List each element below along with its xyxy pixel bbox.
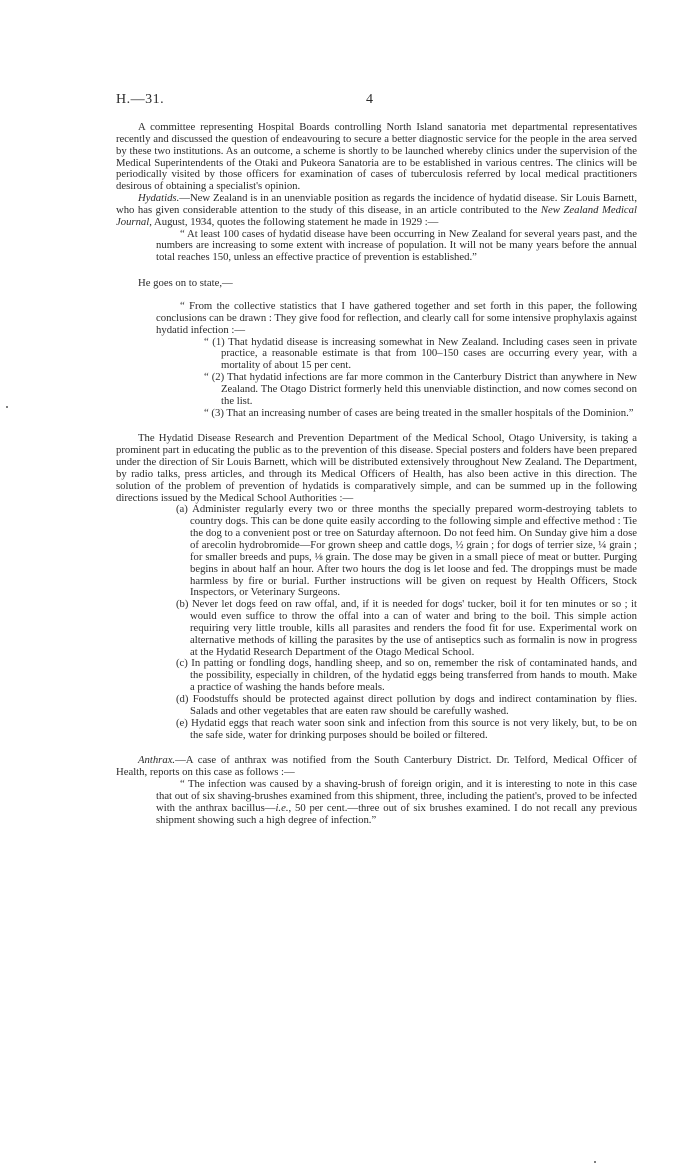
anthrax-heading: Anthrax.	[138, 754, 176, 767]
paragraph-hydatids: Hydatids.—New Zealand is in an unenviable position as regards the incidence of hydatid disease. Sir Louis Barnett, who has given considerable attention to the study of this disease, in an article contributed to the New Zealand Medical Journal, August, 1934, quotes the following statement he made in 1929 :—	[116, 192, 637, 228]
direction-marker: (a)	[176, 503, 188, 516]
paragraph-anthrax: Anthrax.—A case of anthrax was notified from the South Canterbury District. Dr. Telford, Medical Officer of Health, reports on this case as follows :—	[116, 754, 637, 779]
direction-marker: (e)	[176, 716, 188, 729]
direction-item: (c) In patting or fondling dogs, handling sheep, and so on, remember the risk of contaminated hands, and the possibility, especially in children, of the hydatid eggs being transferred from hands to mouth. Make a practice of washing the hands before meals.	[176, 657, 638, 694]
direction-marker: (d)	[176, 692, 189, 705]
page-body	[116, 122, 637, 826]
direction-item: (d) Foodstuffs should be protected against direct pollution by dogs and indirect contamination by flies. Salads and other vegetables that are eaten raw should be carefully washed.	[176, 692, 638, 717]
conclusions-list	[116, 337, 637, 420]
journal-title: New Zealand Medical Journal	[116, 203, 637, 228]
direction-marker: (b)	[176, 598, 189, 611]
conclusion-item: “ (2) That hydatid infections are far more common in the Canterbury District than anywhere in New Zealand. The Otago District formerly held this unenviable distinction, and now comes second on the list.	[204, 371, 637, 407]
conclusion-item: “ (1) That hydatid disease is increasing somewhat in New Zealand. Including cases seen in private practice, a reasonable estimate is that from 100–150 cases are occurring every year, with a mortality of about 15 per cent.	[204, 335, 637, 372]
direction-marker: (c)	[176, 657, 188, 670]
direction-item: (e) Hydatid eggs that reach water soon sink and infection from this source is not very likely, but, to be on the safe side, water for drinking purposes should be boiled or filtered.	[176, 716, 637, 741]
quote-1929-statement: “ At least 100 cases of hydatid disease have been occurring in New Zealand for several years past, and the numbers are increasing to some extent with increase of population. It will not be many years before the annual total reaches 150, unless an effective practice of prevention is established.”	[156, 227, 637, 264]
paragraph-research-department: The Hydatid Disease Research and Prevention Department of the Medical School, Otago University, is taking a prominent part in educating the public as to the prevention of this disease. Special posters and folders have been prepared under the direction of Sir Louis Barnett, which will be distributed extensively throughout New Zealand. The Department, by radio talks, press articles, and through its Medical Officers of Health, has also been active in this direction. The solution of the problem of prevention of hydatids is comparatively simple, and can be summed up in the following directions issued by the Medical School Authorities :—	[116, 432, 637, 504]
quote-anthrax-report: “ The infection was caused by a shaving-brush of foreign origin, and it is interesting to note in this case that out of six shaving-brushes examined from this shipment, three, including the patient's, proved to be infected with the anthrax bacillus—i.e., 50 per cent.—three out of six brushes examined. I do not recall any previous shipment showing such a high degree of infection.”	[156, 778, 637, 826]
document-reference: H.—31.	[116, 92, 165, 107]
page-number: 4	[366, 92, 374, 107]
scan-speck	[6, 406, 8, 408]
scan-speck	[594, 1161, 596, 1163]
direction-item: (b) Never let dogs feed on raw offal, and, if it is needed for dogs' tucker, boil it for ten minutes or so ; it would even suffice to throw the offal into a can of water and bring to the boil. This simple action requiring very little trouble, kills all parasites and renders the food fit for use. Experimental work on alternative methods of killing the parasites by the use of antiseptics such as formalin is now in progress at the Hydatid Research Department of the Otago Medical School.	[176, 598, 637, 658]
hydatids-heading: Hydatids.	[138, 192, 180, 205]
quote-statistics-intro: “ From the collective statistics that I have gathered together and set forth in this paper, the following conclusions can be drawn : They give food for reflection, and clearly call for some intensive prophylaxis against hydatid infection :—	[156, 299, 637, 336]
conclusion-item: “ (3) That an increasing number of cases are being treated in the smaller hospitals of the Dominion.”	[204, 406, 634, 419]
paragraph-goes-on: He goes on to state,—	[138, 277, 233, 290]
direction-item: (a) Administer regularly every two or three months the specially prepared worm-destroying tablets to country dogs. This can be done quite easily according to the following simple and effective method : Tie the dog to a convenient post or tree on Saturday afternoon. Do not feed him. On Sunday give him a dose of arecolin hydrobromide—For grown sheep and cattle dogs, ½ grain ; for dogs of terrier size, ¼ grain ; for smaller breeds and pups, ⅛ grain. The dose may be given in a small piece of meat or butter. Purging begins in about half an hour. After two hours the dog is let loose and fed. The droppings must be made harmless by fire or burial. Further instructions will be given on request by Health Officers, Stock Inspectors, or Veterinary Surgeons.	[176, 503, 637, 599]
paragraph-committee: A committee representing Hospital Boards controlling North Island sanatoria met departmental representatives recently and discussed the question of endeavouring to secure a better diagnostic service for the people in the area served by these two institutions. As an outcome, a scheme is shortly to be launched whereby clinics under the supervision of the Medical Superintendents of the Otaki and Pukeora Sanatoria are to be established in various centres. The clinics will be periodically visited by those officers for examination of cases of tuberculosis referred by local medical practitioners desirous of obtaining a specialist's opinion.	[116, 121, 637, 193]
directions-list	[158, 504, 637, 741]
